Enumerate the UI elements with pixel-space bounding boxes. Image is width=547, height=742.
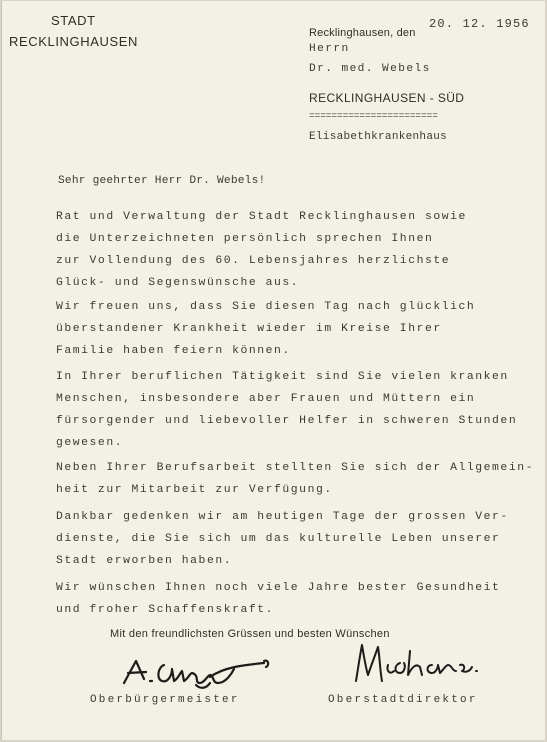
- body-line: gewesen.: [56, 437, 124, 449]
- body-line: Stadt erworben haben.: [56, 555, 233, 567]
- address-name: Dr. med. Webels: [309, 63, 431, 75]
- closing-line: Mit den freundlichsten Grüssen und besten Wünschen: [110, 628, 390, 640]
- paragraph-4: [56, 457, 534, 501]
- address-salutation-word: Herrn: [309, 43, 350, 55]
- sender-line-1: STADT: [51, 13, 96, 28]
- body-line: die Unterzeichneten persönlich sprechen Ihnen: [56, 233, 434, 245]
- body-line: Wir wünschen Ihnen noch viele Jahre bester Gesundheit: [56, 582, 501, 594]
- body-line: überstandener Krankheit wieder im Kreise Ihrer: [56, 323, 442, 335]
- body-line: Dankbar gedenken wir am heutigen Tage der grossen Ver-: [56, 511, 509, 523]
- signature-title-1: Oberbürgermeister: [90, 694, 240, 706]
- paragraph-3: [56, 366, 517, 454]
- greeting: Sehr geehrter Herr Dr. Webels!: [58, 175, 266, 187]
- body-line: zur Vollendung des 60. Lebensjahres herzlichste: [56, 255, 451, 267]
- place-prefix: Recklinghausen, den: [309, 27, 416, 39]
- body-line: Rat und Verwaltung der Stadt Recklinghausen sowie: [56, 211, 467, 223]
- paragraph-2: [56, 296, 475, 362]
- address-institution: Elisabethkrankenhaus: [309, 131, 448, 143]
- body-line: und froher Schaffenskraft.: [56, 604, 275, 616]
- body-line: heit zur Mitarbeit zur Verfügung.: [56, 484, 333, 496]
- body-line: Neben Ihrer Berufsarbeit stellten Sie sich der Allgemein-: [56, 462, 534, 474]
- address-city: RECKLINGHAUSEN - SÜD: [309, 91, 465, 105]
- signature-oberbuergermeister: [114, 653, 284, 693]
- paragraph-6: [56, 577, 500, 621]
- signature-oberstadtdirektor: [348, 641, 498, 691]
- letter-page: [1, 1, 545, 740]
- body-line: Familie haben feiern können.: [56, 345, 291, 357]
- address-underline: =======================: [309, 110, 438, 121]
- body-line: Menschen, insbesondere aber Frauen und Müttern ein: [56, 393, 476, 405]
- signature-title-2: Oberstadtdirektor: [328, 694, 478, 706]
- paragraph-1: [56, 206, 467, 294]
- body-line: dienste, die Sie sich um das kulturelle Leben unserer: [56, 533, 501, 545]
- body-line: In Ihrer beruflichen Tätigkeit sind Sie vielen kranken: [56, 371, 509, 383]
- body-line: fürsorgender und liebevoller Helfer in schweren Stunden: [56, 415, 518, 427]
- body-line: Wir freuen uns, dass Sie diesen Tag nach glücklich: [56, 301, 476, 313]
- body-line: Glück- und Segenswünsche aus.: [56, 277, 300, 289]
- sender-line-2: RECKLINGHAUSEN: [9, 34, 139, 49]
- letter-date: 20. 12. 1956: [429, 17, 530, 31]
- paragraph-5: [56, 506, 509, 572]
